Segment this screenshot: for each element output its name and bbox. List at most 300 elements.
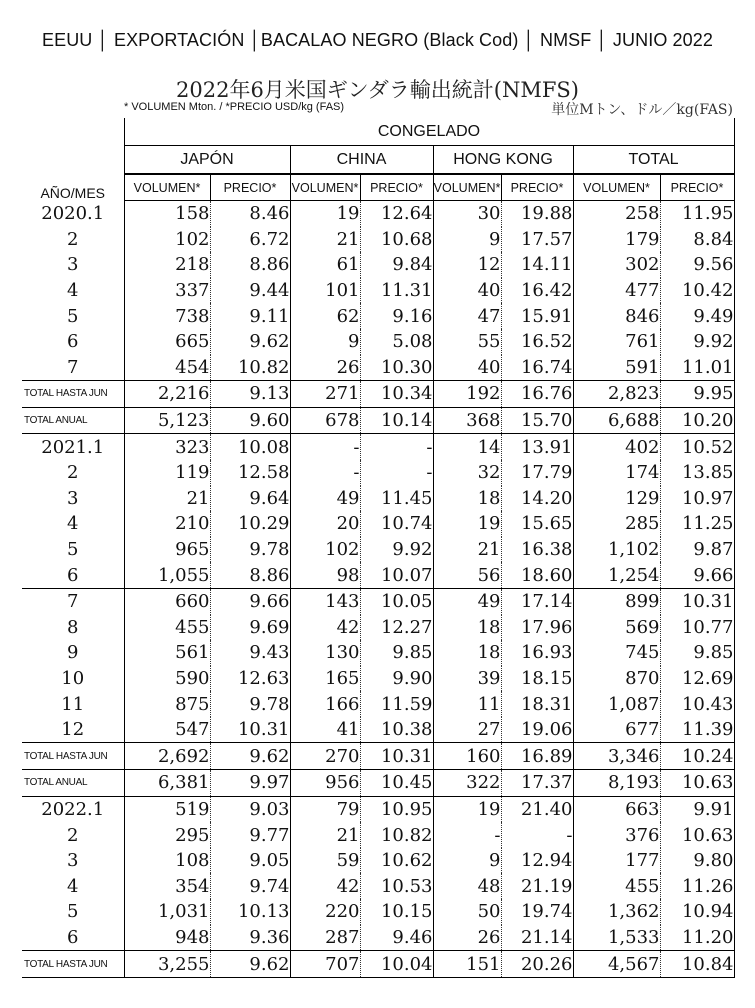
precio-cell: 10.74 xyxy=(360,511,433,537)
report-title: 2022年6月米国ギンダラ輸出統計(NMFS) xyxy=(176,78,579,102)
total-row xyxy=(22,951,734,978)
volumen-cell: 130 xyxy=(290,640,360,666)
precio-cell: 10.29 xyxy=(210,511,290,537)
volumen-cell: - xyxy=(433,822,501,848)
volumen-cell: 166 xyxy=(290,691,360,717)
period-label: 3 xyxy=(67,487,79,509)
volumen-cell: 948 xyxy=(124,925,210,951)
volumen-cell: 49 xyxy=(433,588,501,614)
precio-cell: 10.97 xyxy=(660,486,734,512)
table-row xyxy=(22,717,734,743)
precio-cell: 9.16 xyxy=(360,303,433,329)
table-row xyxy=(22,666,734,692)
table-row xyxy=(22,848,734,874)
precio-cell: 9.69 xyxy=(210,615,290,641)
precio-cell: 6.72 xyxy=(210,227,290,253)
volumen-cell: 1,254 xyxy=(573,562,660,588)
precio-cell: 9.56 xyxy=(660,252,734,278)
precio-cell: 9.74 xyxy=(210,873,290,899)
volumen-cell: 368 xyxy=(433,407,501,434)
precio-cell: 9.43 xyxy=(210,640,290,666)
precio-cell: 19.88 xyxy=(501,201,573,227)
volumen-cell: 192 xyxy=(433,381,501,408)
volumen-cell: 271 xyxy=(290,381,360,408)
precio-cell: 5.08 xyxy=(360,329,433,355)
table-row xyxy=(22,278,734,304)
volumen-cell: 26 xyxy=(290,355,360,381)
precio-cell: - xyxy=(360,434,433,460)
total-row xyxy=(22,407,734,434)
precio-cell: 10.15 xyxy=(360,899,433,925)
precio-cell: 8.86 xyxy=(210,252,290,278)
precio-cell: 18.31 xyxy=(501,691,573,717)
precio-cell: 10.68 xyxy=(360,227,433,253)
precio-cell: 9.44 xyxy=(210,278,290,304)
period-label: 2 xyxy=(67,824,79,846)
units-note-japanese: 単位Mトン、ドル／kg(FAS) xyxy=(551,102,733,118)
precio-cell: 12.58 xyxy=(210,460,290,486)
precio-cell: 9.97 xyxy=(210,770,290,797)
volumen-cell: 49 xyxy=(290,486,360,512)
precio-cell: 13.85 xyxy=(660,460,734,486)
precio-cell: 10.82 xyxy=(210,355,290,381)
precio-cell: 16.89 xyxy=(501,743,573,770)
precio-cell: 9.13 xyxy=(210,381,290,408)
congelado-header: CONGELADO xyxy=(124,118,734,146)
total-row xyxy=(22,743,734,770)
volumen-cell: 18 xyxy=(433,640,501,666)
precio-cell: 9.64 xyxy=(210,486,290,512)
subheader-volumen: VOLUMEN* xyxy=(433,174,501,201)
volumen-cell: 6,688 xyxy=(573,407,660,434)
precio-cell: 17.14 xyxy=(501,588,573,614)
volumen-cell: 41 xyxy=(290,717,360,743)
volumen-cell: 129 xyxy=(573,486,660,512)
volumen-cell: 455 xyxy=(573,873,660,899)
total-label: TOTAL HASTA JUN xyxy=(22,743,124,770)
units-note-spanish: * VOLUMEN Mton. / *PRECIO USD/kg (FAS) xyxy=(124,101,345,113)
volumen-cell: 40 xyxy=(433,355,501,381)
precio-cell: 11.45 xyxy=(360,486,433,512)
period-label: 10 xyxy=(61,667,85,689)
period-label: 8 xyxy=(67,616,79,638)
period-label: 11 xyxy=(61,693,85,715)
precio-cell: 9.03 xyxy=(210,796,290,822)
precio-cell: 10.31 xyxy=(210,717,290,743)
precio-cell: 9.62 xyxy=(210,951,290,978)
precio-cell: 16.93 xyxy=(501,640,573,666)
precio-cell: 12.94 xyxy=(501,848,573,874)
table-row xyxy=(22,303,734,329)
volumen-cell: 61 xyxy=(290,252,360,278)
precio-cell: 9.46 xyxy=(360,925,433,951)
precio-cell: 9.91 xyxy=(660,796,734,822)
group-header-china: CHINA xyxy=(290,146,433,175)
precio-cell: 16.38 xyxy=(501,537,573,563)
precio-cell: 12.63 xyxy=(210,666,290,692)
volumen-cell: 965 xyxy=(124,537,210,563)
precio-cell: 9.60 xyxy=(210,407,290,434)
period-label: 4 xyxy=(67,875,79,897)
precio-cell: 20.26 xyxy=(501,951,573,978)
volumen-cell: 108 xyxy=(124,848,210,874)
volumen-cell: 1,102 xyxy=(573,537,660,563)
volumen-cell: - xyxy=(290,460,360,486)
volumen-cell: 40 xyxy=(433,278,501,304)
precio-cell: 10.14 xyxy=(360,407,433,434)
table-row xyxy=(22,899,734,925)
precio-cell: 10.24 xyxy=(660,743,734,770)
precio-cell: 17.79 xyxy=(501,460,573,486)
precio-cell: 10.53 xyxy=(360,873,433,899)
volumen-cell: 151 xyxy=(433,951,501,978)
table-row xyxy=(22,434,734,460)
volumen-cell: 870 xyxy=(573,666,660,692)
precio-cell: 8.46 xyxy=(210,201,290,227)
volumen-cell: 20 xyxy=(290,511,360,537)
volumen-cell: 707 xyxy=(290,951,360,978)
period-label: 7 xyxy=(67,356,79,378)
precio-cell: 16.52 xyxy=(501,329,573,355)
precio-cell: 10.20 xyxy=(660,407,734,434)
precio-cell: 14.20 xyxy=(501,486,573,512)
volumen-cell: 50 xyxy=(433,899,501,925)
period-label: 12 xyxy=(61,719,85,741)
volumen-cell: 295 xyxy=(124,822,210,848)
volumen-cell: 42 xyxy=(290,615,360,641)
precio-cell: 11.31 xyxy=(360,278,433,304)
table-row xyxy=(22,355,734,381)
precio-cell: 11.26 xyxy=(660,873,734,899)
table-row xyxy=(22,796,734,822)
precio-cell: 9.36 xyxy=(210,925,290,951)
volumen-cell: 160 xyxy=(433,743,501,770)
group-header-hong-kong: HONG KONG xyxy=(433,146,573,175)
volumen-cell: 102 xyxy=(124,227,210,253)
volumen-cell: 21 xyxy=(290,227,360,253)
group-header-japon: JAPÓN xyxy=(124,146,290,175)
volumen-cell: 79 xyxy=(290,796,360,822)
volumen-cell: 55 xyxy=(433,329,501,355)
volumen-cell: 337 xyxy=(124,278,210,304)
volumen-cell: 210 xyxy=(124,511,210,537)
precio-cell: 10.30 xyxy=(360,355,433,381)
precio-cell: 8.86 xyxy=(210,562,290,588)
volumen-cell: 12 xyxy=(433,252,501,278)
precio-cell: 9.92 xyxy=(360,537,433,563)
volumen-cell: 3,346 xyxy=(573,743,660,770)
precio-cell: 10.05 xyxy=(360,588,433,614)
volumen-cell: 846 xyxy=(573,303,660,329)
precio-cell: 11.59 xyxy=(360,691,433,717)
period-label: 4 xyxy=(67,513,79,535)
volumen-cell: 4,567 xyxy=(573,951,660,978)
precio-cell: 12.64 xyxy=(360,201,433,227)
table-row xyxy=(22,252,734,278)
volumen-cell: 48 xyxy=(433,873,501,899)
precio-cell: 9.77 xyxy=(210,822,290,848)
total-label: TOTAL HASTA JUN xyxy=(22,951,124,978)
period-label: 9 xyxy=(67,642,79,664)
precio-cell: 9.90 xyxy=(360,666,433,692)
precio-cell: 9.11 xyxy=(210,303,290,329)
table-row xyxy=(22,588,734,614)
volumen-cell: 454 xyxy=(124,355,210,381)
precio-cell: 17.96 xyxy=(501,615,573,641)
period-label: 6 xyxy=(22,562,124,588)
precio-cell: 10.31 xyxy=(360,743,433,770)
period-label: 2022.1 xyxy=(41,798,105,820)
volumen-cell: 2,823 xyxy=(573,381,660,408)
table-row xyxy=(22,486,734,512)
volumen-cell: 9 xyxy=(433,848,501,874)
period-label: 4 xyxy=(67,280,79,302)
volumen-cell: 677 xyxy=(573,717,660,743)
precio-cell: 9.49 xyxy=(660,303,734,329)
table-row xyxy=(22,925,734,951)
precio-cell: 11.01 xyxy=(660,355,734,381)
precio-cell: 9.80 xyxy=(660,848,734,874)
precio-cell: 9.78 xyxy=(210,691,290,717)
table-row xyxy=(22,537,734,563)
volumen-cell: 32 xyxy=(433,460,501,486)
period-label: 5 xyxy=(67,901,79,923)
volumen-cell: 660 xyxy=(124,588,210,614)
volumen-cell: 1,533 xyxy=(573,925,660,951)
volumen-cell: 663 xyxy=(573,796,660,822)
volumen-cell: 98 xyxy=(290,562,360,588)
precio-cell: 9.85 xyxy=(660,640,734,666)
precio-cell: 10.63 xyxy=(660,822,734,848)
volumen-cell: 270 xyxy=(290,743,360,770)
precio-cell: 9.85 xyxy=(360,640,433,666)
period-label: 3 xyxy=(67,850,79,872)
precio-cell: 11.95 xyxy=(660,201,734,227)
precio-cell: 9.62 xyxy=(210,329,290,355)
subheader-precio: PRECIO* xyxy=(210,174,290,201)
export-statistics-table xyxy=(22,118,735,978)
precio-cell: 11.20 xyxy=(660,925,734,951)
precio-cell: 10.45 xyxy=(360,770,433,797)
volumen-cell: 174 xyxy=(573,460,660,486)
precio-cell: 15.91 xyxy=(501,303,573,329)
volumen-cell: 42 xyxy=(290,873,360,899)
volumen-cell: 59 xyxy=(290,848,360,874)
precio-cell: 10.08 xyxy=(210,434,290,460)
volumen-cell: 745 xyxy=(573,640,660,666)
volumen-cell: - xyxy=(290,434,360,460)
volumen-cell: 39 xyxy=(433,666,501,692)
precio-cell: 10.43 xyxy=(660,691,734,717)
precio-cell: 10.38 xyxy=(360,717,433,743)
table-row xyxy=(22,201,734,227)
period-label: 2020.1 xyxy=(41,203,105,225)
precio-cell: 10.94 xyxy=(660,899,734,925)
volumen-cell: 47 xyxy=(433,303,501,329)
volumen-cell: 899 xyxy=(573,588,660,614)
volumen-cell: 761 xyxy=(573,329,660,355)
volumen-cell: 519 xyxy=(124,796,210,822)
precio-cell: 12.27 xyxy=(360,615,433,641)
volumen-cell: 62 xyxy=(290,303,360,329)
precio-cell: 16.76 xyxy=(501,381,573,408)
precio-cell: 9.66 xyxy=(660,562,734,588)
table-row xyxy=(22,562,734,588)
volumen-cell: 179 xyxy=(573,227,660,253)
volumen-cell: 8,193 xyxy=(573,770,660,797)
volumen-cell: 738 xyxy=(124,303,210,329)
volumen-cell: 30 xyxy=(433,201,501,227)
volumen-cell: 5,123 xyxy=(124,407,210,434)
table-row xyxy=(22,873,734,899)
precio-cell: 9.62 xyxy=(210,743,290,770)
precio-cell: 19.74 xyxy=(501,899,573,925)
volumen-cell: 9 xyxy=(290,329,360,355)
subheader-volumen: VOLUMEN* xyxy=(124,174,210,201)
volumen-cell: 354 xyxy=(124,873,210,899)
precio-cell: 10.95 xyxy=(360,796,433,822)
volumen-cell: 547 xyxy=(124,717,210,743)
period-label: 2 xyxy=(67,462,79,484)
precio-cell: 21.19 xyxy=(501,873,573,899)
precio-cell: 9.95 xyxy=(660,381,734,408)
volumen-cell: 14 xyxy=(433,434,501,460)
precio-cell: - xyxy=(501,822,573,848)
precio-cell: 10.31 xyxy=(660,588,734,614)
precio-cell: 21.14 xyxy=(501,925,573,951)
period-label: 5 xyxy=(67,305,79,327)
volumen-cell: 21 xyxy=(433,537,501,563)
total-row xyxy=(22,770,734,797)
subheader-volumen: VOLUMEN* xyxy=(290,174,360,201)
precio-cell: 10.07 xyxy=(360,562,433,588)
period-label: 3 xyxy=(67,254,79,276)
precio-cell: 9.05 xyxy=(210,848,290,874)
precio-cell: 16.42 xyxy=(501,278,573,304)
subheader-volumen: VOLUMEN* xyxy=(573,174,660,201)
volumen-cell: 287 xyxy=(290,925,360,951)
total-label: TOTAL HASTA JUN xyxy=(22,381,124,408)
period-label: 7 xyxy=(67,591,79,613)
volumen-cell: 11 xyxy=(433,691,501,717)
precio-cell: 19.06 xyxy=(501,717,573,743)
precio-cell: 10.52 xyxy=(660,434,734,460)
volumen-cell: 6,381 xyxy=(124,770,210,797)
precio-cell: 8.84 xyxy=(660,227,734,253)
precio-cell: 17.37 xyxy=(501,770,573,797)
precio-cell: 10.77 xyxy=(660,615,734,641)
total-row xyxy=(22,381,734,408)
precio-cell: 9.84 xyxy=(360,252,433,278)
volumen-cell: 101 xyxy=(290,278,360,304)
precio-cell: 9.66 xyxy=(210,588,290,614)
precio-cell: 10.82 xyxy=(360,822,433,848)
table-row xyxy=(22,640,734,666)
table-row xyxy=(22,460,734,486)
volumen-cell: 402 xyxy=(573,434,660,460)
volumen-cell: 56 xyxy=(433,562,501,588)
volumen-cell: 285 xyxy=(573,511,660,537)
volumen-cell: 1,055 xyxy=(124,562,210,588)
volumen-cell: 2,692 xyxy=(124,743,210,770)
precio-cell: 10.63 xyxy=(660,770,734,797)
volumen-cell: 19 xyxy=(290,201,360,227)
precio-cell: 10.13 xyxy=(210,899,290,925)
precio-cell: 9.92 xyxy=(660,329,734,355)
subheader-precio: PRECIO* xyxy=(360,174,433,201)
volumen-cell: 21 xyxy=(124,486,210,512)
volumen-cell: 477 xyxy=(573,278,660,304)
volumen-cell: 1,031 xyxy=(124,899,210,925)
volumen-cell: 569 xyxy=(573,615,660,641)
precio-cell: 10.62 xyxy=(360,848,433,874)
volumen-cell: 21 xyxy=(290,822,360,848)
precio-cell: 17.57 xyxy=(501,227,573,253)
table-row xyxy=(22,822,734,848)
volumen-cell: 875 xyxy=(124,691,210,717)
volumen-cell: 143 xyxy=(290,588,360,614)
volumen-cell: 323 xyxy=(124,434,210,460)
precio-cell: 10.84 xyxy=(660,951,734,978)
precio-cell: 15.65 xyxy=(501,511,573,537)
volumen-cell: 119 xyxy=(124,460,210,486)
precio-cell: 15.70 xyxy=(501,407,573,434)
period-label: 6 xyxy=(67,926,79,948)
volumen-cell: 590 xyxy=(124,666,210,692)
volumen-cell: 18 xyxy=(433,486,501,512)
precio-cell: 10.42 xyxy=(660,278,734,304)
volumen-cell: 561 xyxy=(124,640,210,666)
volumen-cell: 9 xyxy=(433,227,501,253)
period-label: 2021.1 xyxy=(41,436,105,458)
volumen-cell: 2,216 xyxy=(124,381,210,408)
volumen-cell: 19 xyxy=(433,511,501,537)
volumen-cell: 455 xyxy=(124,615,210,641)
period-label: 2 xyxy=(67,228,79,250)
precio-cell: 18.15 xyxy=(501,666,573,692)
volumen-cell: 218 xyxy=(124,252,210,278)
table-row xyxy=(22,227,734,253)
volumen-cell: 322 xyxy=(433,770,501,797)
subheader-precio: PRECIO* xyxy=(501,174,573,201)
group-header-total: TOTAL xyxy=(573,146,734,175)
volumen-cell: 956 xyxy=(290,770,360,797)
volumen-cell: 18 xyxy=(433,615,501,641)
volumen-cell: 665 xyxy=(124,329,210,355)
precio-cell: 14.11 xyxy=(501,252,573,278)
precio-cell: 16.74 xyxy=(501,355,573,381)
volumen-cell: 102 xyxy=(290,537,360,563)
volumen-cell: 177 xyxy=(573,848,660,874)
volumen-cell: 591 xyxy=(573,355,660,381)
volumen-cell: 302 xyxy=(573,252,660,278)
precio-cell: 21.40 xyxy=(501,796,573,822)
precio-cell: 11.39 xyxy=(660,717,734,743)
total-label: TOTAL ANUAL xyxy=(22,407,124,434)
volumen-cell: 3,255 xyxy=(124,951,210,978)
table-row xyxy=(22,691,734,717)
precio-cell: 13.91 xyxy=(501,434,573,460)
precio-cell: 10.04 xyxy=(360,951,433,978)
volumen-cell: 26 xyxy=(433,925,501,951)
volumen-cell: 165 xyxy=(290,666,360,692)
precio-cell: 18.60 xyxy=(501,562,573,588)
volumen-cell: 158 xyxy=(124,201,210,227)
table-row xyxy=(22,329,734,355)
period-label: 5 xyxy=(67,539,79,561)
total-label: TOTAL ANUAL xyxy=(22,770,124,797)
volumen-cell: 376 xyxy=(573,822,660,848)
